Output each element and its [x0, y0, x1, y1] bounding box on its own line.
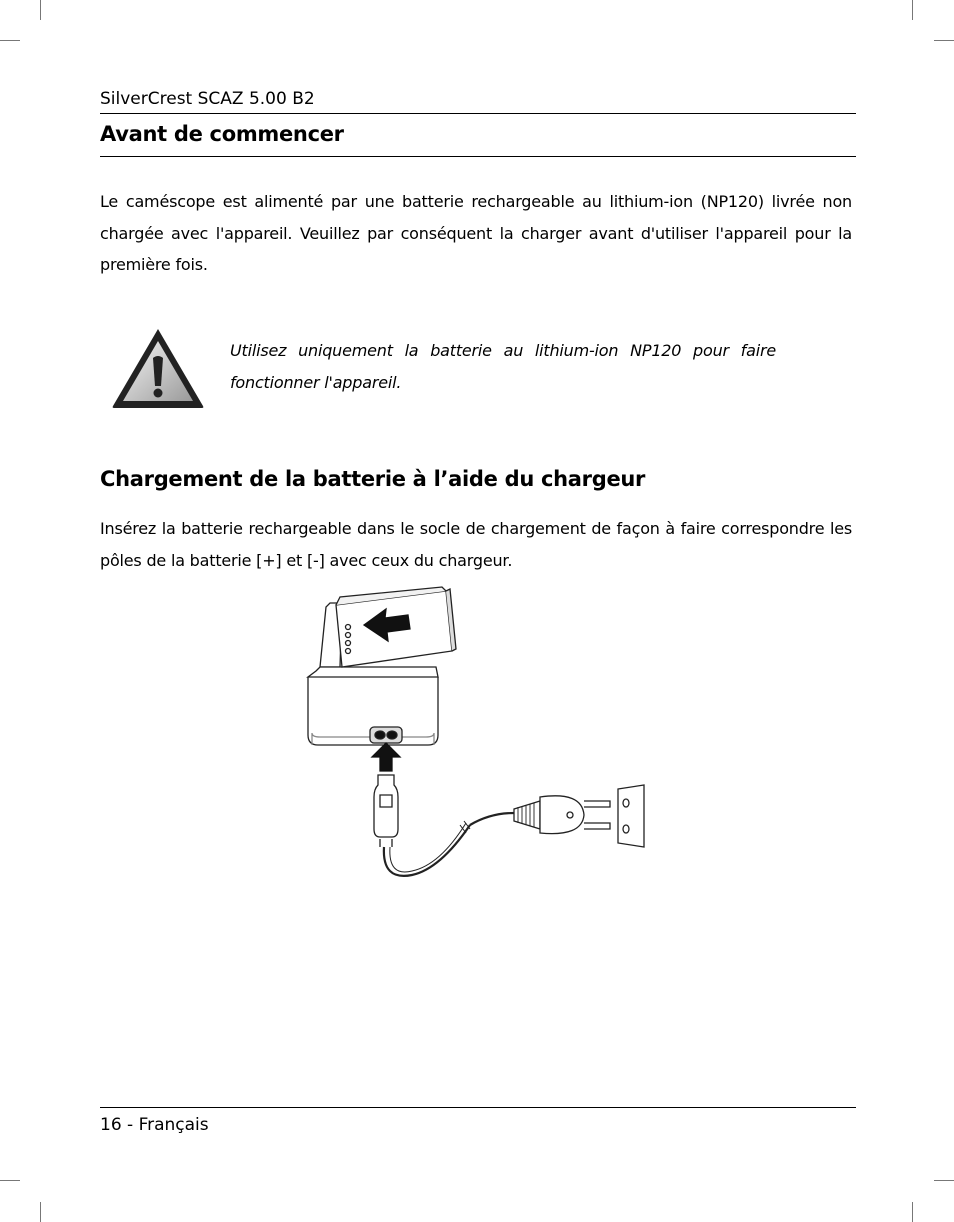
crop-mark: [912, 0, 913, 20]
crop-mark: [0, 1180, 20, 1181]
charging-paragraph: Insérez la batterie rechargeable dans le socle de chargement de façon à faire correspondre les pôles de la batterie [+] et [-] avec ceux du chargeur.: [100, 519, 852, 570]
intro-paragraph: Le caméscope est alimenté par une batterie rechargeable au lithium-ion (NP120) livrée non chargée avec l'appareil. Veuillez par conséquent la charger avant d'utiliser l'appareil pour la première fois.: [100, 192, 852, 274]
crop-mark: [0, 40, 20, 41]
section-heading-avant: Avant de commencer: [100, 122, 344, 146]
warning-text: Utilisez uniquement la batterie au lithium-ion NP120 pour faire fonctionner l'appareil.: [230, 341, 776, 392]
crop-mark: [934, 40, 954, 41]
crop-mark: [40, 0, 41, 20]
footer-rule: [100, 1107, 856, 1108]
running-header: SilverCrest SCAZ 5.00 B2: [100, 89, 315, 109]
page-number: 16 - Français: [100, 1115, 209, 1135]
charger-illustration: [300, 585, 650, 885]
crop-mark: [934, 1180, 954, 1181]
crop-mark: [40, 1202, 41, 1222]
heading-rule: [100, 156, 856, 157]
crop-mark: [912, 1202, 913, 1222]
section-heading-chargement: Chargement de la batterie à l’aide du chargeur: [100, 467, 646, 491]
warning-triangle-icon: [110, 326, 206, 410]
header-rule: [100, 113, 856, 114]
